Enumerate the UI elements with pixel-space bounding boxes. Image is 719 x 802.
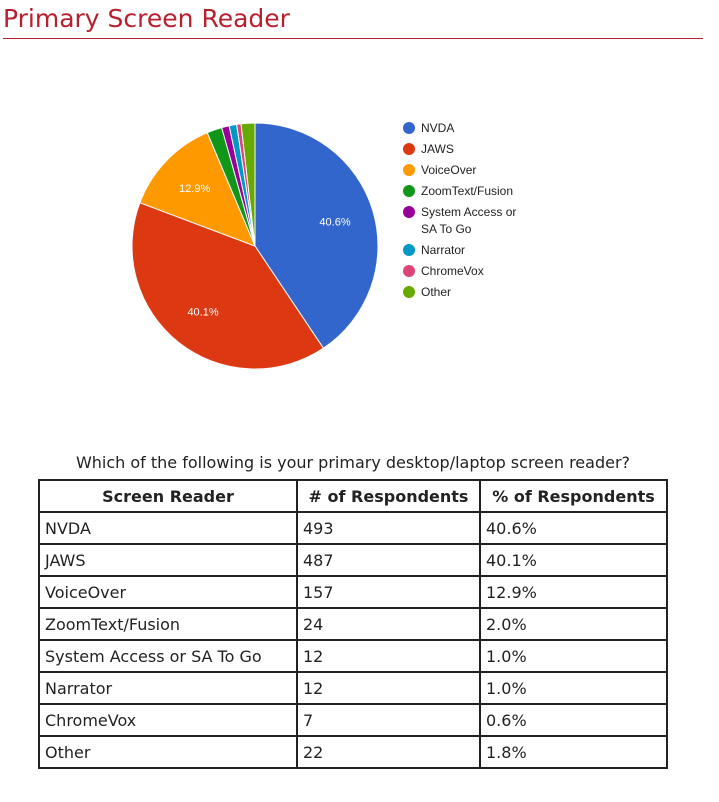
legend-swatch bbox=[403, 286, 415, 298]
cell-screen-reader: ChromeVox bbox=[39, 704, 297, 736]
legend-item-nvda bbox=[403, 121, 454, 135]
legend-swatch bbox=[403, 206, 415, 218]
legend-item-jaws bbox=[403, 142, 454, 156]
table-row bbox=[39, 576, 667, 608]
legend-swatch bbox=[403, 185, 415, 197]
legend-label: ZoomText/Fusion bbox=[421, 184, 514, 198]
chart-legend bbox=[403, 121, 516, 299]
legend-label: Other bbox=[421, 285, 452, 299]
cell-count: 487 bbox=[297, 544, 480, 576]
cell-count: 12 bbox=[297, 672, 480, 704]
table-row bbox=[39, 672, 667, 704]
legend-swatch bbox=[403, 164, 415, 176]
pie-slice-label-jaws: 40.1% bbox=[187, 306, 219, 319]
legend-swatch bbox=[403, 265, 415, 277]
legend-item-zoomtext-fusion bbox=[403, 184, 513, 198]
cell-percent: 12.9% bbox=[480, 576, 667, 608]
legend-label: System Access or bbox=[421, 205, 517, 219]
cell-percent: 1.8% bbox=[480, 736, 667, 768]
table-row bbox=[39, 544, 667, 576]
pie-slices bbox=[132, 123, 378, 369]
table-row bbox=[39, 704, 667, 736]
legend-swatch bbox=[403, 143, 415, 155]
legend-item-other bbox=[403, 285, 451, 299]
cell-screen-reader: System Access or SA To Go bbox=[39, 640, 297, 672]
legend-label: Narrator bbox=[421, 243, 466, 257]
cell-count: 24 bbox=[297, 608, 480, 640]
cell-percent: 0.6% bbox=[480, 704, 667, 736]
cell-percent: 2.0% bbox=[480, 608, 667, 640]
cell-count: 157 bbox=[297, 576, 480, 608]
table-row bbox=[39, 640, 667, 672]
legend-swatch bbox=[403, 244, 415, 256]
table-header-row bbox=[39, 480, 667, 512]
legend-item-system-access-or-sa-to-go bbox=[403, 205, 516, 236]
pie-chart bbox=[0, 60, 719, 440]
header-respondent-percent: % of Respondents bbox=[480, 480, 667, 512]
legend-label: JAWS bbox=[421, 142, 454, 156]
cell-percent: 1.0% bbox=[480, 640, 667, 672]
cell-screen-reader: VoiceOver bbox=[39, 576, 297, 608]
legend-item-chromevox bbox=[403, 264, 484, 278]
cell-screen-reader: NVDA bbox=[39, 512, 297, 544]
table-row bbox=[39, 608, 667, 640]
cell-percent: 1.0% bbox=[480, 672, 667, 704]
cell-screen-reader: ZoomText/Fusion bbox=[39, 608, 297, 640]
page-title: Primary Screen Reader bbox=[3, 4, 290, 33]
cell-screen-reader: Narrator bbox=[39, 672, 297, 704]
table-caption: Which of the following is your primary desktop/laptop screen reader? bbox=[75, 453, 631, 472]
table-row bbox=[39, 736, 667, 768]
legend-label: SA To Go bbox=[421, 222, 472, 236]
legend-label: NVDA bbox=[421, 121, 455, 135]
cell-count: 22 bbox=[297, 736, 480, 768]
legend-item-narrator bbox=[403, 243, 465, 257]
legend-label: ChromeVox bbox=[421, 264, 484, 278]
legend-swatch bbox=[403, 122, 415, 134]
table-row bbox=[39, 512, 667, 544]
cell-screen-reader: Other bbox=[39, 736, 297, 768]
cell-percent: 40.6% bbox=[480, 512, 667, 544]
pie-slice-label-nvda: 40.6% bbox=[319, 216, 351, 229]
title-divider bbox=[3, 38, 703, 39]
cell-screen-reader: JAWS bbox=[39, 544, 297, 576]
cell-count: 7 bbox=[297, 704, 480, 736]
cell-count: 12 bbox=[297, 640, 480, 672]
pie-slice-label-voiceover: 12.9% bbox=[179, 183, 211, 196]
header-screen-reader: Screen Reader bbox=[39, 480, 297, 512]
respondents-table bbox=[38, 479, 668, 769]
cell-count: 493 bbox=[297, 512, 480, 544]
legend-item-voiceover bbox=[403, 163, 476, 177]
header-respondent-count: # of Respondents bbox=[297, 480, 480, 512]
cell-percent: 40.1% bbox=[480, 544, 667, 576]
legend-label: VoiceOver bbox=[421, 163, 477, 177]
